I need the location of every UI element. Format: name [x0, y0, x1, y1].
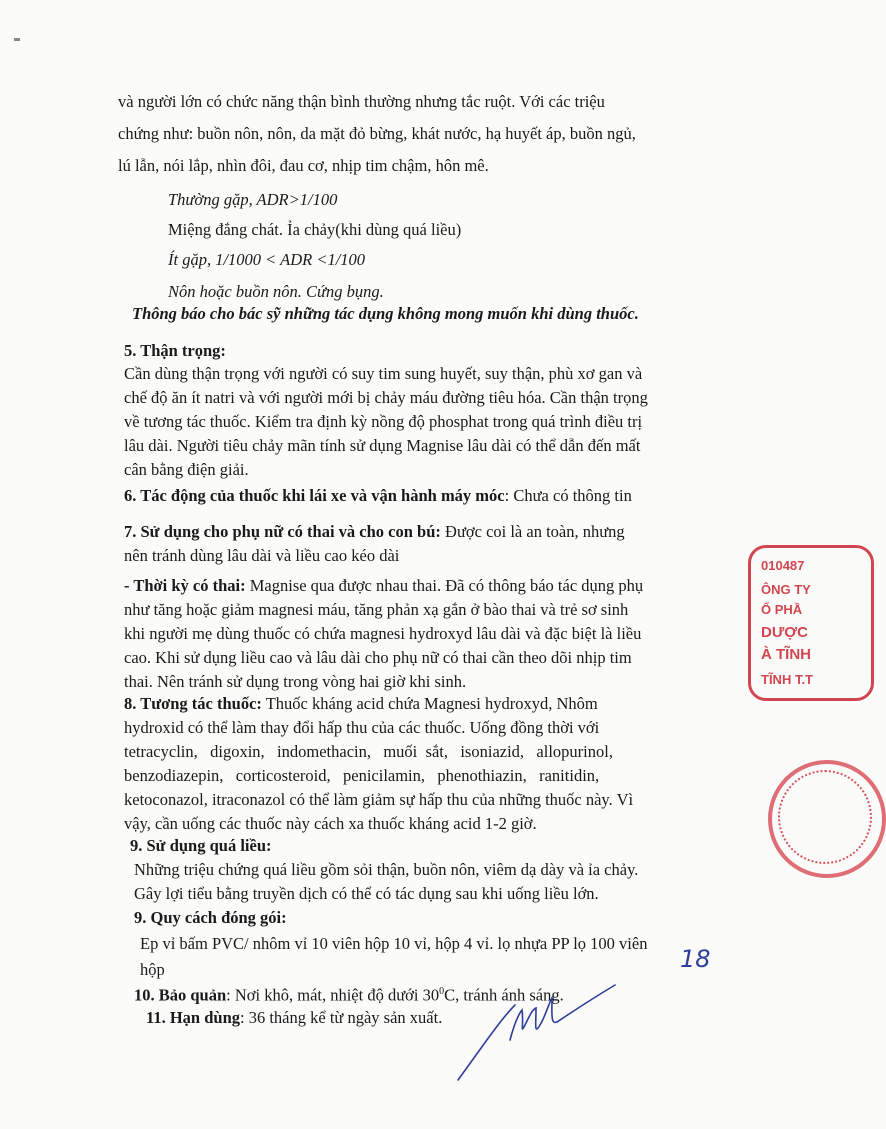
- pregnancy-paragraph: [124, 576, 643, 596]
- stamp-line: Ổ PHẦ: [761, 602, 803, 617]
- section-10-text-after: C, tránh ánh sáng.: [444, 985, 564, 1005]
- section-8: [124, 694, 598, 714]
- section-8-line: tetracyclin, digoxin, indomethacin, muối sắt, isoniazid, allopurinol,: [124, 742, 613, 761]
- section-6-heading: 6. Tác động của thuốc khi lái xe và vận hành máy móc: [124, 486, 505, 505]
- section-11: [146, 1008, 442, 1028]
- section-9b-line: Ep vỉ bấm PVC/ nhôm vỉ 10 viên hộp 10 vỉ, hộp 4 vỉ. lọ nhựa PP lọ 100 viên: [140, 934, 648, 953]
- section-5-heading: 5. Thận trọng:: [124, 341, 226, 360]
- stamp-line: DƯỢC: [761, 624, 808, 641]
- section-5-line: lâu dài. Người tiêu chảy mãn tính sử dụng Magnise lâu dài có thể dẫn đến mất: [124, 436, 641, 455]
- adr-common-heading: Thường gặp, ADR>1/100: [168, 190, 338, 209]
- section-7-text: Được coi là an toàn, nhưng: [440, 522, 625, 541]
- adverse-effects-notice: Thông báo cho bác sỹ những tác dụng không mong muốn khi dùng thuốc.: [132, 304, 639, 323]
- section-6: [124, 486, 632, 506]
- stamp-line: À TĨNH: [761, 646, 811, 663]
- section-9-line: Những triệu chứng quá liều gồm sỏi thận, buồn nôn, viêm dạ dày và ỉa chảy.: [134, 860, 639, 879]
- signature-image: [440, 980, 640, 1090]
- section-5-line: chế độ ăn ít natri và với người mới bị chảy máu đường tiêu hóa. Cần thận trọng: [124, 388, 648, 407]
- intro-line-2: chứng như: buồn nôn, nôn, da mặt đỏ bừng, khát nước, hạ huyết áp, buồn ngủ,: [118, 124, 636, 143]
- section-8-line: benzodiazepin, corticosteroid, penicilamin, phenothiazin, ranitidin,: [124, 766, 600, 785]
- round-seal-inner: [778, 770, 872, 864]
- section-8-text: Thuốc kháng acid chứa Magnesi hydroxyd, Nhôm: [261, 694, 598, 713]
- section-9b-line: hộp: [140, 960, 165, 979]
- section-7: [124, 522, 625, 542]
- pregnancy-text: Magnise qua được nhau thai. Đã có thông báo tác dụng phụ: [245, 576, 644, 595]
- section-8-line: ketoconazol, itraconazol có thể làm giảm sự hấp thu của những thuốc này. Vì: [124, 790, 634, 809]
- section-8-line: hydroxid có thể làm thay đổi hấp thu của các thuốc. Uống đồng thời với: [124, 718, 600, 737]
- intro-line-3: lú lẫn, nói lắp, nhìn đôi, đau cơ, nhịp tim chậm, hôn mê.: [118, 156, 489, 175]
- section-9-heading: 9. Sử dụng quá liều:: [130, 836, 272, 855]
- stamp-line: TĨNH T.T: [761, 672, 813, 687]
- section-11-text: : 36 tháng kể từ ngày sản xuất.: [240, 1008, 443, 1027]
- section-7-line-2: nên tránh dùng lâu dài và liều cao kéo dài: [124, 546, 400, 565]
- stamp-line: 010487: [761, 558, 805, 573]
- handwritten-note: 18: [680, 945, 711, 973]
- pregnancy-line: cao. Khi sử dụng liều cao và lâu dài cho phụ nữ có thai cần theo dõi nhịp tim: [124, 648, 632, 667]
- section-5-line: cân bằng điện giải.: [124, 460, 249, 479]
- section-8-heading: 8. Tương tác thuốc:: [124, 694, 262, 713]
- stamp-line: ÔNG TY: [761, 582, 811, 597]
- section-9b-colon: :: [281, 908, 287, 927]
- section-7-heading: 7. Sử dụng cho phụ nữ có thai và cho con bú:: [124, 522, 441, 541]
- section-8-line: vậy, cần uống các thuốc này cách xa thuốc kháng acid 1-2 giờ.: [124, 814, 537, 833]
- section-10-text: : Nơi khô, mát, nhiệt độ dưới 30: [226, 985, 440, 1005]
- section-9b-heading: 9. Quy cách đóng gói: [134, 908, 282, 927]
- section-10-sup: 0: [439, 986, 445, 997]
- section-11-heading: 11. Hạn dùng: [146, 1008, 241, 1027]
- section-9-line: Gây lợi tiểu bằng truyền dịch có thể có tác dụng sau khi uống liều lớn.: [134, 884, 599, 903]
- pregnancy-line: như tăng hoặc giảm magnesi máu, tăng phản xạ gắn ở bào thai và trẻ sơ sinh: [124, 600, 629, 619]
- intro-line-1: và người lớn có chức năng thận bình thường nhưng tắc ruột. Với các triệu: [118, 92, 605, 111]
- company-stamp: [748, 545, 874, 701]
- section-5-line: về tương tác thuốc. Kiểm tra định kỳ nồng độ phosphat trong quá trình điều trị: [124, 412, 643, 431]
- pregnancy-line: khi người mẹ dùng thuốc có chứa magnesi hydroxyd lâu dài và đặc biệt là liều: [124, 624, 642, 643]
- pregnancy-line: thai. Nên tránh sử dụng trong vòng hai giờ khi sinh.: [124, 672, 467, 691]
- adr-common-text: Miệng đắng chát. Ỉa chảy(khi dùng quá liều): [168, 220, 462, 239]
- pregnancy-heading: - Thời kỳ có thai:: [124, 576, 246, 595]
- adr-rare-heading: Ít gặp, 1/1000 < ADR <1/100: [168, 250, 366, 269]
- section-5-line: Cần dùng thận trọng với người có suy tim sung huyết, suy thận, phù xơ gan và: [124, 364, 643, 383]
- section-9b: [134, 908, 287, 928]
- section-10-heading: 10. Bảo quản: [134, 985, 227, 1005]
- section-6-text: : Chưa có thông tin: [504, 486, 632, 505]
- scan-speck: [14, 38, 20, 41]
- adr-rare-text: Nôn hoặc buồn nôn. Cứng bụng.: [168, 282, 384, 301]
